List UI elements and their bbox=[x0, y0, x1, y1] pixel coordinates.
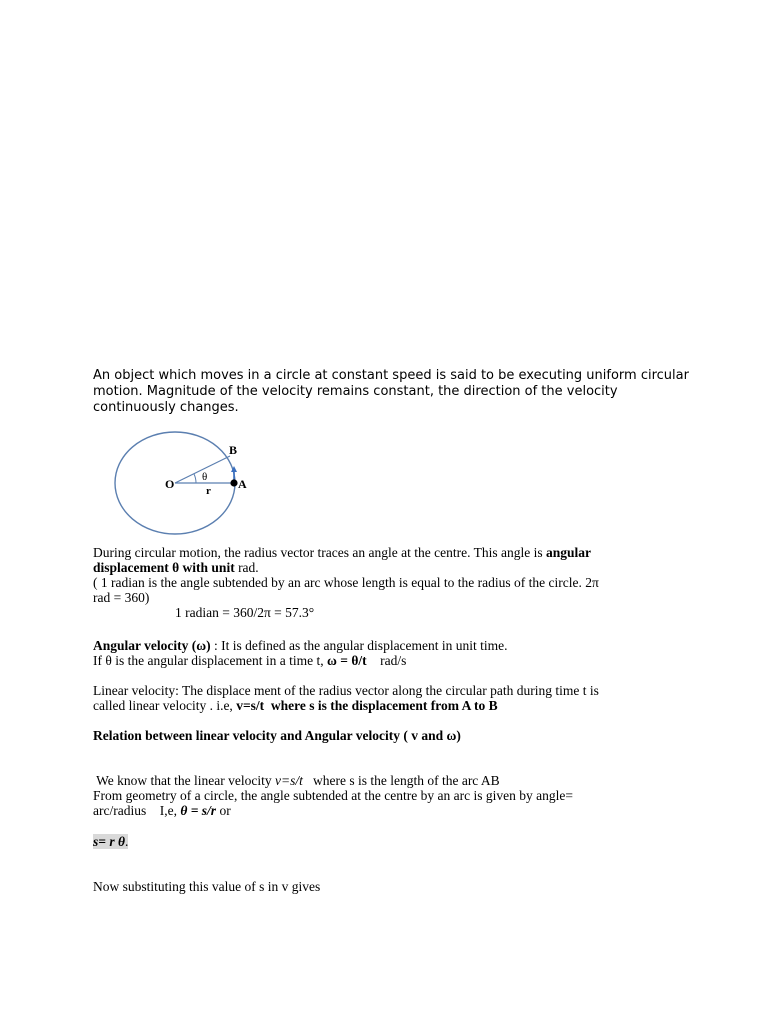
angular-velocity-formula: ω = θ/t bbox=[327, 653, 367, 668]
substitution-line bbox=[93, 879, 320, 894]
angular-velocity-formula-text: If θ is the angular displacement in a time t, bbox=[93, 653, 328, 668]
displacement-line-2 bbox=[93, 560, 599, 575]
displacement-line-1 bbox=[93, 545, 599, 560]
derivation-paragraph bbox=[93, 773, 573, 818]
displacement-paragraph bbox=[93, 545, 599, 620]
angular-velocity-heading: Angular velocity (ω) bbox=[93, 638, 211, 653]
label-a: A bbox=[238, 477, 247, 491]
intro-line-2: motion. Magnitude of the velocity remains constant, the direction of the velocity bbox=[93, 384, 618, 399]
linear-velocity-paragraph bbox=[93, 683, 599, 713]
formula-text: s= r θ bbox=[93, 834, 125, 849]
highlighted-formula bbox=[93, 834, 128, 849]
radian-value: 1 radian = 360/2π = 57.3° bbox=[175, 605, 315, 620]
circular-motion-diagram bbox=[110, 428, 260, 540]
radian-definition-cont: rad = 360) bbox=[93, 590, 150, 605]
derivation-text-2: where s is the length of the arc AB bbox=[302, 773, 500, 788]
point-a-dot bbox=[230, 479, 237, 486]
formula-dot: . bbox=[124, 834, 129, 849]
derivation-text-1: We know that the linear velocity bbox=[93, 773, 275, 788]
label-b: B bbox=[229, 443, 238, 457]
derivation-text-3: arc/radius I,e, bbox=[93, 803, 181, 818]
substitution-text: Now substituting this value of s in v gives bbox=[93, 879, 321, 894]
angular-bold: angular bbox=[545, 545, 591, 560]
relation-heading bbox=[93, 728, 461, 743]
angular-velocity-line-2 bbox=[93, 653, 508, 668]
derivation-line-2: From geometry of a circle, the angle subtended at the centre by an arc is given by angle= bbox=[93, 788, 573, 803]
unit-text: rad. bbox=[234, 560, 259, 575]
derivation-line-1 bbox=[93, 773, 573, 788]
label-r: r bbox=[206, 485, 211, 497]
displacement-text: During circular motion, the radius vector traces an angle at the centre. This angle is bbox=[93, 545, 546, 560]
linear-velocity-line-1: Linear velocity: The displace ment of the radius vector along the circular path during time t is bbox=[93, 683, 599, 698]
linear-velocity-formula: v=s/t where s is the displacement from A to B bbox=[236, 698, 498, 713]
derivation-line-3 bbox=[93, 803, 573, 818]
linear-velocity-line-2 bbox=[93, 698, 599, 713]
angular-velocity-paragraph bbox=[93, 638, 508, 668]
relation-heading-text: Relation between linear velocity and Angular velocity ( v and ω) bbox=[93, 728, 461, 743]
label-o: O bbox=[165, 477, 175, 491]
angular-velocity-line-1 bbox=[93, 638, 508, 653]
intro-line-1: An object which moves in a circle at constant speed is said to be executing uniform circular bbox=[93, 368, 689, 383]
intro-paragraph bbox=[93, 368, 689, 416]
label-theta: θ bbox=[202, 471, 208, 483]
displacement-bold: displacement θ with unit bbox=[93, 560, 235, 575]
intro-line-3: continuously changes. bbox=[93, 400, 239, 415]
angular-velocity-definition: : It is defined as the angular displacement in unit time. bbox=[210, 638, 508, 653]
derivation-formula-1: v=s/t bbox=[275, 773, 303, 788]
arc-length-formula bbox=[93, 834, 128, 849]
linear-velocity-text: called linear velocity . i.e, bbox=[93, 698, 237, 713]
angle-arc bbox=[194, 474, 196, 483]
angular-velocity-unit: rad/s bbox=[366, 653, 407, 668]
derivation-text-4: or bbox=[216, 803, 231, 818]
derivation-formula-2: θ = s/r bbox=[180, 803, 217, 818]
radian-definition: ( 1 radian is the angle subtended by an arc whose length is equal to the radius of the circle. 2π bbox=[93, 575, 599, 590]
